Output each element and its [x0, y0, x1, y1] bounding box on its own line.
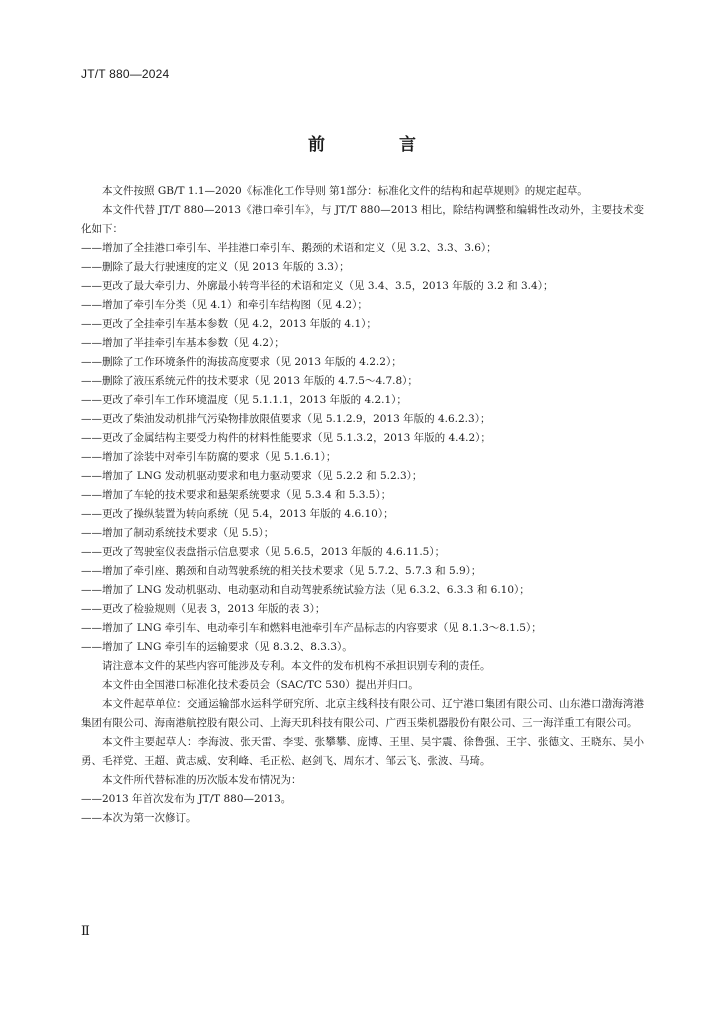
- list-item: ——更改了操纵装置为转向系统（见 5.4，2013 年版的 4.6.10）；: [81, 508, 394, 520]
- list-item: ——删除了工作环境条件的海拔高度要求（见 2013 年版的 4.2.2）；: [81, 356, 402, 368]
- history-list: [81, 790, 644, 828]
- list-item: ——增加了牵引座、鹅颈和自动驾驶系统的相关技术要求（见 5.7.2、5.7.3 和 5.9）；: [81, 565, 482, 577]
- list-item: ——增加了制动系统技术要求（见 5.5）；: [81, 527, 275, 539]
- document-code: JT/T 880—2024: [81, 67, 170, 81]
- list-item: ——删除了最大行驶速度的定义（见 2013 年版的 3.3）；: [81, 261, 350, 273]
- list-item: ——更改了柴油发动机排气污染物排放限值要求（见 5.1.2.9，2013 年版的 4.6.2.3）；: [81, 413, 491, 425]
- changes-list: [81, 239, 644, 657]
- list-item: ——2013 年首次发布为 JT/T 880—2013。: [81, 793, 292, 805]
- list-item: ——增加了车轮的技术要求和悬架系统要求（见 5.3.4 和 5.3.5）；: [81, 489, 392, 501]
- page-title: 前 言: [308, 135, 450, 155]
- list-item: ——增加了 LNG 发动机驱动要求和电力驱动要求（见 5.2.2 和 5.2.3）；: [81, 470, 423, 482]
- foreword-body: [81, 182, 644, 828]
- intro-paragraph: 本文件按照 GB/T 1.1—2020《标准化工作导则 第1部分：标准化文件的结构和起草规则》的规定起草。: [102, 185, 588, 197]
- list-item: ——增加了 LNG 牵引车的运输要求（见 8.3.2、8.3.3）。: [81, 641, 353, 653]
- history-intro: 本文件所代替标准的历次版本发布情况为：: [102, 774, 302, 786]
- list-item: ——增加了 LNG 发动机驱动、电动驱动和自动驾驶系统试验方法（见 6.3.2、6.3.3 和 6.10）；: [81, 584, 530, 596]
- list-item: ——增加了半挂牵引车基本参数（见 4.2）；: [81, 337, 285, 349]
- list-item: ——增加了全挂港口牵引车、半挂港口牵引车、鹅颈的术语和定义（见 3.2、3.3、3.6）；: [81, 242, 497, 254]
- list-item: ——增加了 LNG 牵引车、电动牵引车和燃料电池牵引车产品标志的内容要求（见 8.1.3～8.1.5）；: [81, 622, 542, 634]
- list-item: ——更改了全挂牵引车基本参数（见 4.2，2013 年版的 4.1）；: [81, 318, 377, 330]
- list-item: ——更改了检验规则（见表 3，2013 年版的表 3）；: [81, 603, 326, 615]
- list-item: ——更改了金属结构主要受力构件的材料性能要求（见 5.1.3.2，2013 年版的 4.4.2）；: [81, 432, 491, 444]
- proposer-paragraph: 本文件由全国港口标准化技术委员会（SAC/TC 530）提出并归口。: [102, 679, 419, 691]
- intro-paragraph: 本文件代替 JT/T 880—2013《港口牵引车》，与 JT/T 880—2013 相比，除结构调整和编辑性改动外，主要技术变化如下：: [81, 204, 644, 235]
- list-item: ——增加了涂装中对牵引车防腐的要求（见 5.1.6.1）；: [81, 451, 337, 463]
- list-item: ——删除了液压系统元件的技术要求（见 2013 年版的 4.7.5～4.7.8）；: [81, 375, 418, 387]
- list-item: ——本次为第一次修订。: [81, 812, 197, 824]
- drafting-units-paragraph: 本文件起草单位：交通运输部水运科学研究所、北京主线科技有限公司、辽宁港口集团有限公司、山东港口渤海湾港集团有限公司、海南港航控股有限公司、上海天玑科技有限公司、广西玉柴机器股份有限公司、三一海洋重工有限公司。: [81, 698, 644, 729]
- patent-notice: 请注意本文件的某些内容可能涉及专利。本文件的发布机构不承担识别专利的责任。: [102, 660, 491, 672]
- list-item: ——更改了牵引车工作环境温度（见 5.1.1.1，2013 年版的 4.2.1）；: [81, 394, 407, 406]
- drafters-paragraph: 本文件主要起草人：李海波、张天雷、李雯、张攀攀、庞博、王里、吴宇震、徐鲁强、王宇、张德文、王晓东、吴小勇、毛祥党、王超、黄志威、安利峰、毛正松、赵剑飞、周东才、邹云飞、张波、马琦。: [81, 736, 644, 767]
- page-number: Ⅱ: [81, 924, 90, 939]
- list-item: ——增加了牵引车分类（见 4.1）和牵引车结构图（见 4.2）；: [81, 299, 368, 311]
- list-item: ——更改了驾驶室仪表盘指示信息要求（见 5.6.5，2013 年版的 4.6.11.5）；: [81, 546, 446, 558]
- list-item: ——更改了最大牵引力、外廓最小转弯半径的术语和定义（见 3.4、3.5，2013 年版的 3.2 和 3.4）；: [81, 280, 554, 292]
